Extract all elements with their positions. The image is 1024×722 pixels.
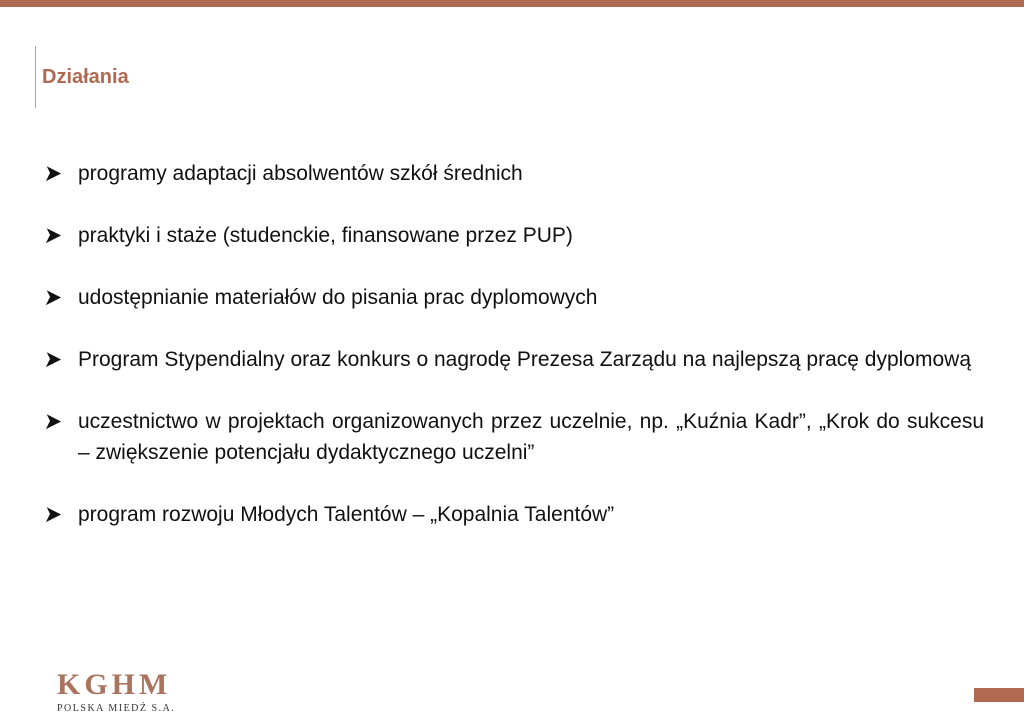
arrow-right-icon — [44, 226, 63, 245]
bullet-item — [44, 344, 984, 375]
bullet-text: praktyki i staże (studenckie, finansowane przez PUP) — [78, 224, 573, 247]
bullet-text: program rozwoju Młodych Talentów – „Kopalnia Talentów” — [78, 503, 615, 526]
bullet-text: programy adaptacji absolwentów szkół średnich — [78, 162, 523, 185]
logo-mark: KGHM — [57, 668, 172, 701]
logo-subtitle: POLSKA MIEDŹ S.A. — [57, 703, 176, 714]
bullet-item — [44, 406, 984, 468]
bullet-text: udostępnianie materiałów do pisania prac dyplomowych — [78, 286, 598, 309]
bullet-item — [44, 220, 984, 251]
bullet-list — [44, 158, 984, 561]
arrow-right-icon — [44, 412, 63, 431]
bullet-text: uczestnictwo w projektach organizowanych przez uczelnie, np. „Kuźnia Kadr”, „Krok do sukcesu – zwiększenie potencjału dydaktycznego uczelni” — [78, 410, 984, 464]
top-accent-bar — [0, 0, 1024, 7]
corner-accent-block — [974, 688, 1024, 702]
company-logo — [57, 670, 192, 714]
bullet-text: Program Stypendialny oraz konkurs o nagrodę Prezesa Zarządu na najlepszą pracę dyplomową — [78, 348, 971, 371]
arrow-right-icon — [44, 505, 63, 524]
arrow-right-icon — [44, 350, 63, 369]
bullet-item — [44, 158, 984, 189]
arrow-right-icon — [44, 164, 63, 183]
slide-title: Działania — [42, 66, 129, 88]
bullet-item — [44, 282, 984, 313]
arrow-right-icon — [44, 288, 63, 307]
title-divider — [35, 46, 36, 108]
bullet-item — [44, 499, 984, 530]
